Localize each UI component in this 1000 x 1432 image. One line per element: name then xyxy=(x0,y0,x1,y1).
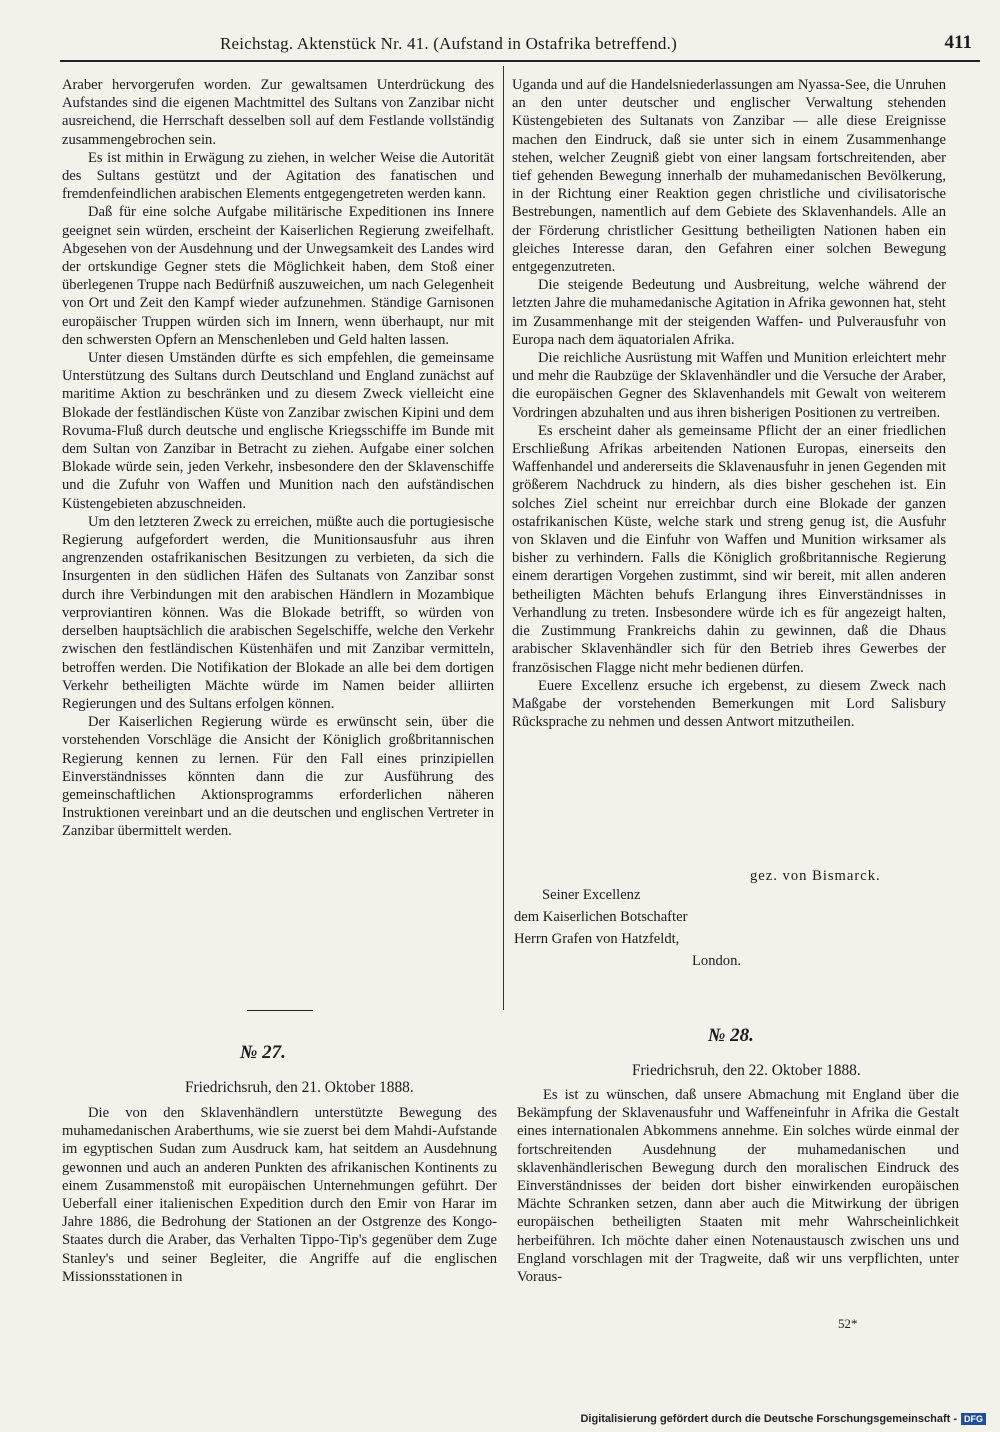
paragraph: Araber hervorgerufen worden. Zur gewaltsamen Unterdrückung des Aufstandes sind die eigenen Machtmittel des Sultans von Zanzibar nicht ausreichend, die Herrschaft desselben soll auf dem Festlande vollständig zusammengebrochen sein. xyxy=(62,77,494,148)
left-column xyxy=(62,76,494,841)
paragraph: Es ist mithin in Erwägung zu ziehen, in welcher Weise die Autorität des Sultans gestützt und der Agitation des fanatischen und fremdenfeindlichen arabischen Elements entgegengetreten werden kann. xyxy=(62,149,494,203)
header-title: Reichstag. Aktenstück Nr. 41. (Aufstand in Ostafrika betreffend.) xyxy=(220,34,677,53)
addressee-line: dem Kaiserlichen Botschafter xyxy=(514,909,688,925)
page-number: 411 xyxy=(944,32,972,53)
paragraph: Die von den Sklavenhändlern unterstützte Bewegung des muhamedanischen Araberthums, wie sie zuerst bei dem Mahdi-Aufstande im egyptischen Sudan zum Ausdruck kam, hat seitdem an Ausdehnung gewonnen und auch an anderen Punkten des afrikanischen Kontinents zu einem Zusammenstoß mit europäischen Unternehmungen geführt. Der Ueberfall einer italienischen Expedition durch den Emir von Harar im Jahre 1886, die Bedrohung der Stationen an der Ostgrenze des Kongo-Staates durch die Araber, das Verhalten Tippo-Tip's gegenüber dem Zuge Stanley's und seiner Begleiter, die Angriffe auf die englischen Missionsstationen in xyxy=(62,1105,497,1285)
paragraph: Um den letzteren Zweck zu erreichen, müßte auch die portugiesische Regierung aufgefordert werden, die Munitionsausfuhr aus ihren angrenzenden ostafrikanischen Besitzungen zu verbieten, da sich die Insurgenten in den südlichen Häfen des Sultanats von Zanzibar sonst durch ihre Verbindungen mit den arabischen Händlern in Mozambique verproviantiren können. Was die Blokade betrifft, so würden von derselben hauptsächlich die arabischen Segelschiffe, welche den Verkehr zwischen den festländischen Küstenhäfen und mit Zanzibar vermitteln, betroffen werden. Die Notifikation der Blokade an alle bei dem dortigen Verkehr betheiligten Mächte würde im Namen beider alliirten Regierungen und des Sultans erfolgen können. xyxy=(62,513,494,712)
paragraph: Daß für eine solche Aufgabe militärische Expeditionen ins Innere geeignet sein würden, erscheint der Kaiserlichen Regierung zweifelhaft. Abgesehen von der Ausdehnung und der Unwegsamkeit des Landes wird der ortskundige Gegner stets die Möglichkeit haben, dem Stoß einer überlegenen Truppe nach Bedürfniß auszuweichen, um nach Gelegenheit von Ort und Zeit den Kampf wieder aufzunehmen. Ständige Garnisonen europäischer Truppen würden sich im Innern, wenn überhaupt, nur mit den schwersten Opfern an Menschenleben und Geld halten lassen. xyxy=(62,204,494,348)
paragraph: Die reichliche Ausrüstung mit Waffen und Munition erleichtert mehr und mehr die Raubzüge der Sklavenhändler und die Versuche der Araber, die europäischen Gegner des Sklavenhandels mit Gewalt von weiterem Vordringen abzuhalten und aus ihren bisherigen Positionen zu vertreiben. xyxy=(512,350,946,421)
paragraph: Die steigende Bedeutung und Ausbreitung, welche während der letzten Jahre die muhamedanische Agitation in Afrika gewonnen hat, steht im Zusammenhange mit der steigenden Waffen- und Pulverausfuhr von Europa nach dem äquatorialen Afrika. xyxy=(512,277,946,348)
dateline-27: Friedrichsruh, den 21. Oktober 1888. xyxy=(185,1079,414,1096)
document-27-body xyxy=(62,1104,497,1286)
paragraph: Es erscheint daher als gemeinsame Pflicht der an einer friedlichen Erschließung Afrikas arbeitenden Nationen Europas, einerseits den Waffenhandel und andererseits die Sklavenausfuhr in jenen Gegenden mit größerem Nachdruck zu hindern, als dies bisher geschehen ist. Ein solches Ziel scheint nur erreichbar durch eine Blokade der ganzen ostafrikanischen Küste, welche stark und streng genug ist, die Ausfuhr von Sklaven und die Einfuhr von Waffen und Munition wirksamer als bisher zu verhindern. Falls die Königlich großbritannische Regierung einem derartigen Vorgehen zustimmt, sind wir bereit, mit allen anderen betheiligten Mächten behufs Erlangung ihres Einverständnisses in Verhandlung zu treten. Insbesondere würde ich es für angezeigt halten, die Zustimmung Frankreichs dahin zu gewinnen, daß die Dhaus arabischer Sklavenhändler sich für den Betrieb ihres Gewerbes der französischen Flagge nicht mehr bedienen dürfen. xyxy=(512,422,946,676)
document-number-27: № 27. xyxy=(240,1042,286,1063)
paragraph: Uganda und auf die Handelsniederlassungen am Nyassa-See, die Unruhen an den unter deutscher und englischer Verwaltung stehenden Küstengebieten des Sultanats von Zanzibar — alle diese Ereignisse machen den Eindruck, daß sie unter sich in einem Zusammenhange stehen, welcher Zeugniß giebt von einer langsam fortschreitenden, aber tief gehenden Bewegung innerhalb der muhamedanischen Bevölkerung, in der Richtung einer Reaktion gegen christliche und civilisatorische Bestrebungen, namentlich auf dem Gebiete des Sklavenhandels. Alle an der Förderung christlicher Gesittung betheiligten Nationen haben ein gleiches Interesse daran, den Gefahren einer solchen Bewegung entgegenzutreten. xyxy=(512,77,946,276)
running-header xyxy=(60,30,980,62)
footer-text: Digitalisierung gefördert durch die Deutsche Forschungsgemeinschaft - xyxy=(580,1413,957,1425)
addressee-line: Herrn Grafen von Hatzfeldt, xyxy=(514,931,680,947)
addressee-line: London. xyxy=(692,953,742,969)
addressee-block xyxy=(514,884,741,972)
paragraph: Es ist zu wünschen, daß unsere Abmachung mit England über die Bekämpfung der Sklavenausfuhr und Waffeneinfuhr in Afrika die Gestalt eines internationalen Abkommens annehme. Ein solches würde einmal der fortschreitenden Ausdehnung der muhamedanischen und sklavenhändlerischen Bewegung durch den moralischen Eindruck des Einverständnisses der beiden dort bisher einwirkenden europäischen Mächte Schranken setzen, dann aber auch die Mitwirkung der übrigen europäischen betheiligten Staaten mit mehr Wahrscheinlichkeit herbeiführen. Ich möchte daher einen Notenaustausch zwischen uns und England vorschlagen mit der Tragweite, daß wir uns verpflichten, unter Voraus- xyxy=(517,1087,959,1286)
paragraph: Euere Excellenz ersuche ich ergebenst, zu diesem Zweck nach Maßgabe der vorstehenden Bemerkungen mit Lord Salisbury Rücksprache zu nehmen und dessen Antwort mitzutheilen. xyxy=(512,677,946,731)
section-divider xyxy=(247,1010,313,1011)
dateline-28: Friedrichsruh, den 22. Oktober 1888. xyxy=(632,1062,861,1079)
addressee-line: Seiner Excellenz xyxy=(542,887,641,903)
document-number-28: № 28. xyxy=(708,1025,754,1046)
paragraph: Unter diesen Umständen dürfte es sich empfehlen, die gemeinsame Unterstützung des Sultans durch Deutschland und England zunächst auf maritime Aktion zu beschränken und zu diesem Zweck vielleicht eine Blokade der festländischen Küste von Zanzibar zwischen Kipini und dem Rovuma-Fluß durch deutsche und englische Kriegsschiffe im Bunde mit dem Sultan von Zanzibar in Betracht zu ziehen. Aufgabe einer solchen Blokade würde sein, jeden Verkehr, insbesondere den der Sklavenschiffe und die Zufuhr von Waffen und Munition nach den aufständischen Küstengebieten abzuschneiden. xyxy=(62,350,494,512)
signature: gez. von Bismarck. xyxy=(750,868,881,884)
column-divider xyxy=(503,66,504,1010)
document-28-body xyxy=(517,1086,959,1286)
dfg-logo-icon: DFG xyxy=(961,1413,986,1425)
sheet-signature-mark: 52* xyxy=(838,1316,858,1331)
right-column xyxy=(512,76,946,731)
paragraph: Der Kaiserlichen Regierung würde es erwünscht sein, über die vorstehenden Vorschläge die Ansicht der Königlich großbritannischen Regierung kennen zu lernen. Für den Fall eines prinzipiellen Einverständnisses könnten dann die zur Ausführung des gemeinschaftlichen Aktionsprogramms erforderlichen näheren Instruktionen vereinbart und an die deutschen und englischen Vertreter in Zanzibar übermittelt werden. xyxy=(62,714,494,840)
footer xyxy=(580,1412,986,1426)
